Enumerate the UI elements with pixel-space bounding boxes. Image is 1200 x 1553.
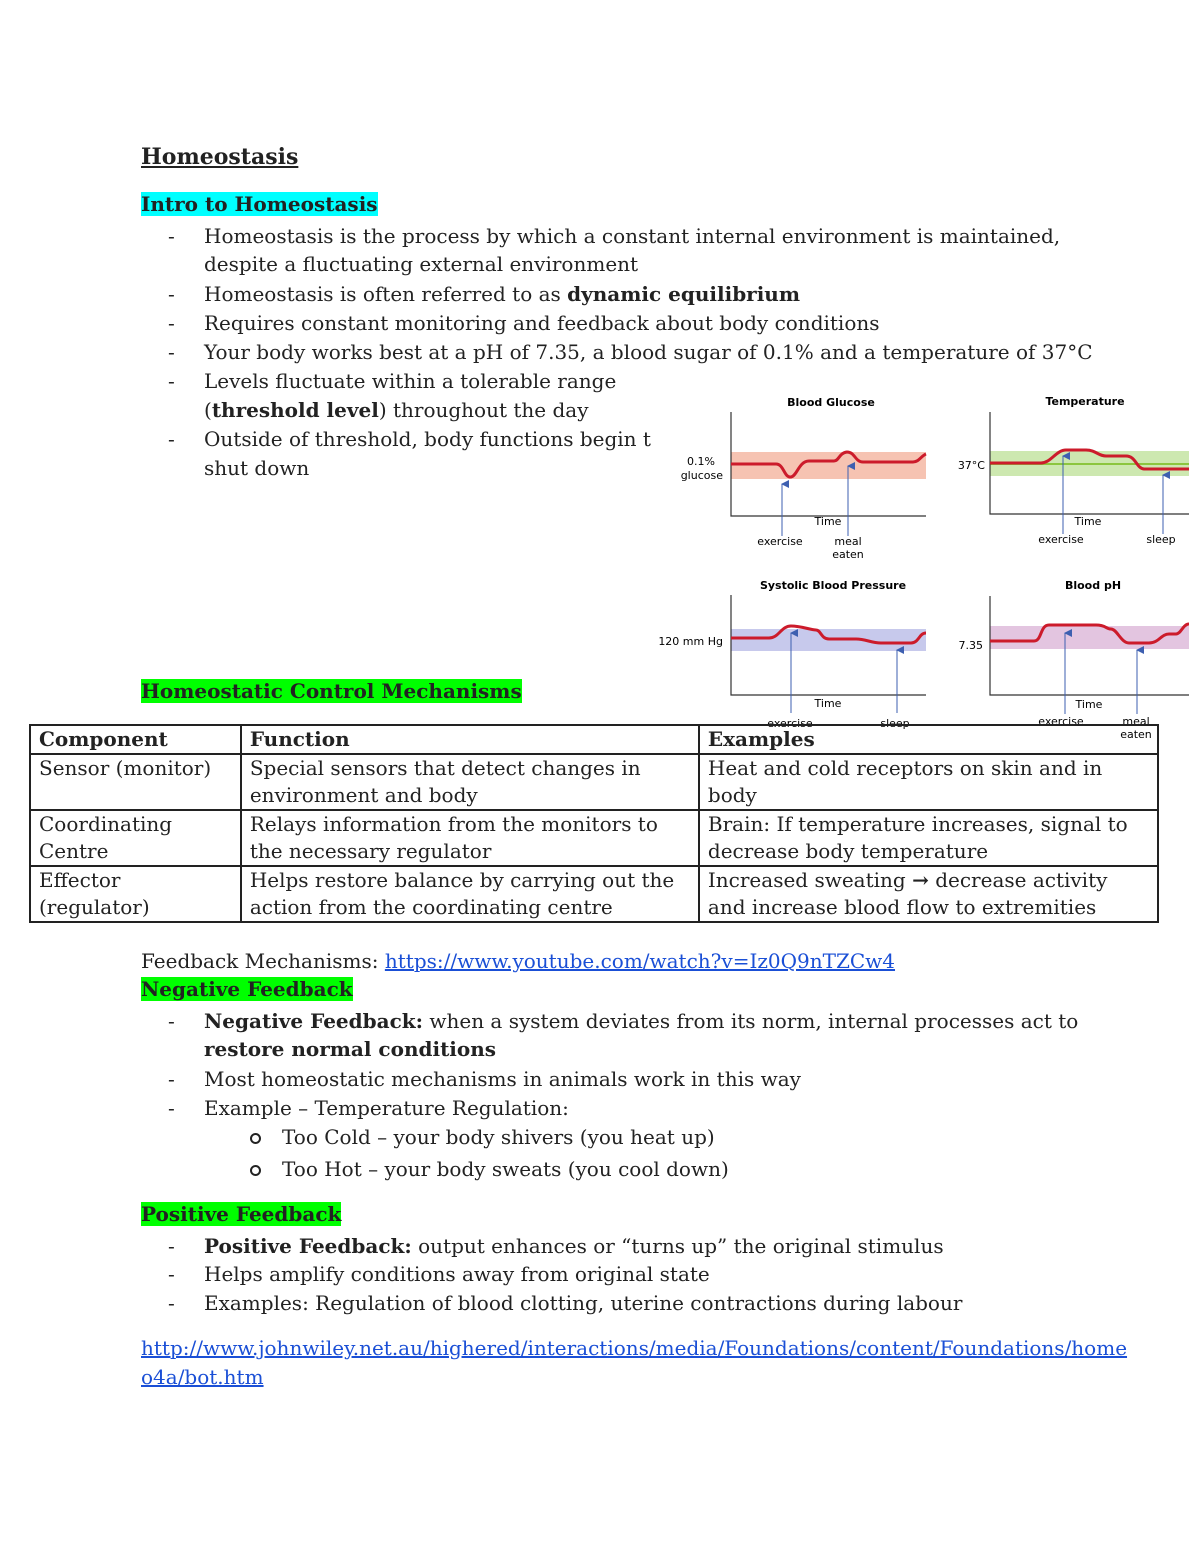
intro-bullet-1-cont: despite a fluctuating external environment (204, 252, 639, 276)
table-row (30, 754, 1158, 810)
temperature-sleep-label: sleep (1146, 533, 1176, 546)
pressure-level-label: 120 mm Hg (658, 635, 723, 648)
pressure-exercise-label: exercise (767, 717, 813, 730)
glucose-title: Blood Glucose (787, 396, 875, 409)
table-cell: Helps restore balance by carrying out the action from the coordinating centre (241, 866, 699, 922)
ph-title: Blood pH (1064, 579, 1122, 592)
homeostasis-figure (651, 388, 1200, 740)
pressure-time-label: Time (814, 697, 842, 710)
table-cell: Sensor (monitor) (30, 754, 241, 810)
ph-time-label: Time (1075, 698, 1103, 711)
ph-exercise-label: exercise (1038, 715, 1084, 728)
glucose-level-label-1: 0.1% (687, 455, 715, 468)
right-arrow-icon: → (912, 868, 929, 892)
intro-bullet-5-cont: (threshold level) throughout the day (204, 398, 589, 422)
table-cell: Effector (regulator) (30, 866, 241, 922)
ph-meal-label-2: eaten (1120, 728, 1152, 740)
intro-bullet-6-cont: shut down (204, 456, 310, 480)
chart-temperature (958, 395, 1189, 546)
table-row (30, 810, 1158, 866)
glucose-time-label: Time (814, 515, 842, 528)
table-cell: Increased sweating → decrease activity and increase blood flow to extremities (699, 866, 1158, 922)
table-cell: Relays information from the monitors to the necessary regulator (241, 810, 699, 866)
feedback-line: Feedback Mechanisms: https://www.youtube.com/watch?v=Iz0Q9nTZCw4 (141, 949, 896, 973)
table-cell: Coordinating Centre (30, 810, 241, 866)
temperature-time-label: Time (1074, 515, 1102, 528)
negative-heading: Negative Feedback (141, 977, 353, 1001)
temperature-level-label: 37°C (957, 459, 985, 472)
chart-systolic-pressure (658, 579, 926, 730)
table-header-cell: Component (30, 725, 241, 754)
positive-heading: Positive Feedback (141, 1202, 342, 1226)
table-header-cell: Function (241, 725, 699, 754)
table-header-cell: Examples (699, 725, 1158, 754)
ph-level-label: 7.35 (958, 639, 983, 652)
temperature-exercise-label: exercise (1038, 533, 1084, 546)
wiley-link-container-2 (141, 1363, 264, 1392)
control-table (29, 724, 1159, 923)
page-title: Homeostasis (141, 144, 299, 170)
glucose-meal-label-2: eaten (832, 548, 864, 561)
wiley-link-cont[interactable]: o4a/bot.htm (141, 1365, 264, 1389)
temperature-title: Temperature (1045, 395, 1125, 408)
glucose-meal-label-1: meal (834, 535, 862, 548)
glucose-exercise-label: exercise (757, 535, 803, 548)
table-row (30, 866, 1158, 922)
table-header-row (30, 725, 1158, 754)
chart-blood-ph (959, 579, 1190, 740)
wiley-link[interactable]: http://www.johnwiley.net.au/highered/interactions/media/Foundations/content/Foundations/home (141, 1336, 1128, 1360)
intro-heading: Intro to Homeostasis (141, 192, 378, 216)
negative-bullet-1-cont: restore normal conditions (204, 1037, 497, 1061)
pressure-sleep-label: sleep (880, 717, 910, 730)
table-cell: Heat and cold receptors on skin and in body (699, 754, 1158, 810)
ph-meal-label-1: meal (1122, 715, 1150, 728)
pressure-title: Systolic Blood Pressure (759, 579, 907, 592)
youtube-link[interactable]: https://www.youtube.com/watch?v=Iz0Q9nTZCw4 (384, 949, 896, 973)
glucose-level-label-2: glucose (680, 469, 723, 482)
control-heading: Homeostatic Control Mechanisms (141, 679, 522, 703)
circle-bullet-icon (250, 1133, 261, 1144)
table-cell: Brain: If temperature increases, signal to decrease body temperature (699, 810, 1158, 866)
circle-bullet-icon (250, 1165, 261, 1176)
table-cell: Special sensors that detect changes in environment and body (241, 754, 699, 810)
wiley-link-container (141, 1334, 1127, 1363)
chart-blood-glucose (681, 396, 926, 561)
